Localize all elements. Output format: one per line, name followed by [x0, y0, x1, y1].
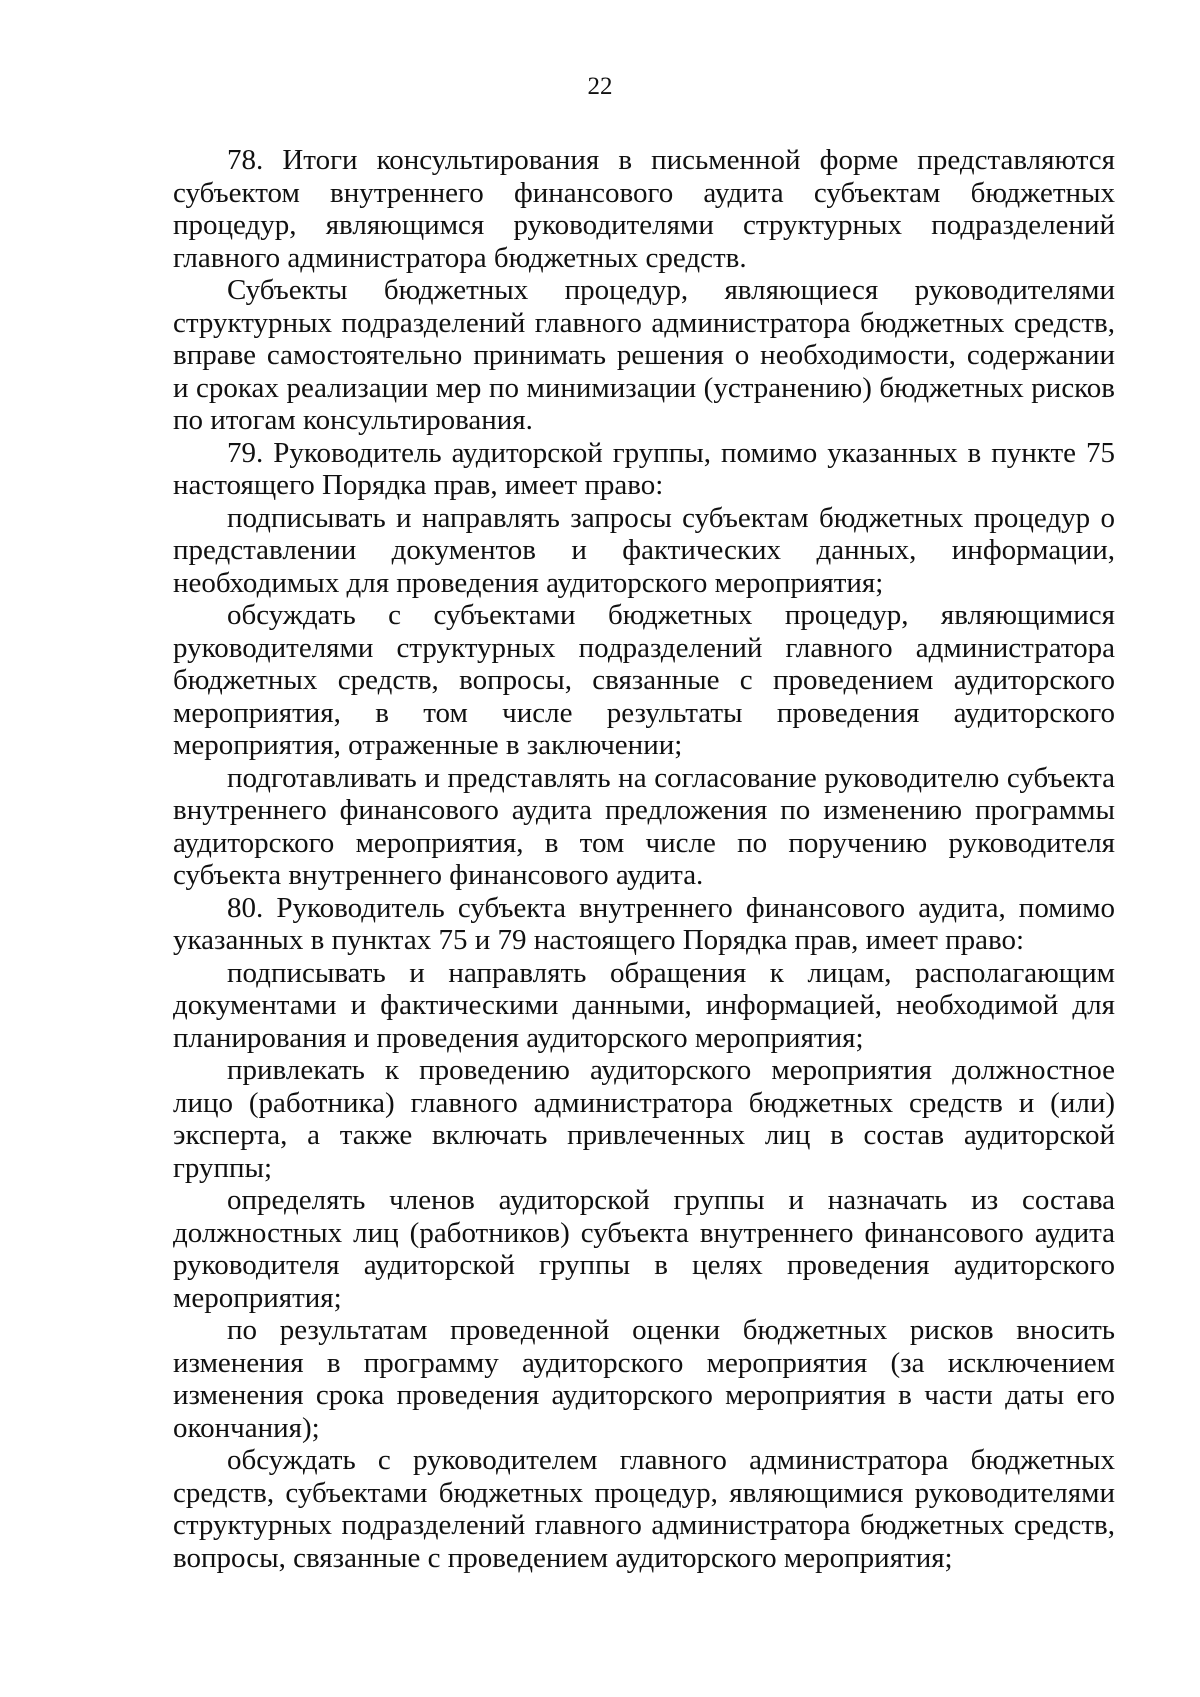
document-body [173, 144, 1115, 1574]
paragraph-79-discuss: обсуждать с субъектами бюджетных процедур, являющимися руководителями структурных подразделений главного администратора бюджетных средств, вопросы, связанные с проведением аудиторского мероприятия, в том числе результаты проведения аудиторского мероприятия, отраженные в заключении; [173, 599, 1115, 761]
paragraph-80-members: определять членов аудиторской группы и назначать из состава должностных лиц (работников) субъекта внутреннего финансового аудита руководителя аудиторской группы в целях проведения аудиторского мероприятия; [173, 1184, 1115, 1314]
page-number: 22 [587, 73, 613, 100]
paragraph-80-involve: привлекать к проведению аудиторского мероприятия должностное лицо (работника) главного администратора бюджетных средств и (или) эксперта, а также включать привлеченных лиц в состав аудиторской группы; [173, 1054, 1115, 1184]
paragraph-80-appeals: подписывать и направлять обращения к лицам, располагающим документами и фактическими данными, информацией, необходимой для планирования и проведения аудиторского мероприятия; [173, 956, 1115, 1054]
paragraph-79-requests: подписывать и направлять запросы субъектам бюджетных процедур о представлении документов и фактических данных, информации, необходимых для проведения аудиторского мероприятия; [173, 501, 1115, 599]
paragraph-80-changes: по результатам проведенной оценки бюджетных рисков вносить изменения в программу аудиторского мероприятия (за исключением изменения срока проведения аудиторского мероприятия в части даты его окончания); [173, 1314, 1115, 1444]
paragraph-78-budget-subjects: Субъекты бюджетных процедур, являющиеся руководителями структурных подразделений главного администратора бюджетных средств, вправе самостоятельно принимать решения о необходимости, содержании и сроках реализации мер по минимизации (устранению) бюджетных рисков по итогам консультирования. [173, 274, 1115, 436]
paragraph-78: 78. Итоги консультирования в письменной форме представляются субъектом внутреннего финансового аудита субъектам бюджетных процедур, являющимся руководителями структурных подразделений главного администратора бюджетных средств. [173, 144, 1115, 274]
paragraph-79: 79. Руководитель аудиторской группы, помимо указанных в пункте 75 настоящего Порядка прав, имеет право: [173, 436, 1115, 501]
paragraph-80-discuss: обсуждать с руководителем главного администратора бюджетных средств, субъектами бюджетных процедур, являющимися руководителями структурных подразделений главного администратора бюджетных средств, вопросы, связанные с проведением аудиторского мероприятия; [173, 1444, 1115, 1574]
paragraph-80: 80. Руководитель субъекта внутреннего финансового аудита, помимо указанных в пунктах 75 и 79 настоящего Порядка прав, имеет право: [173, 891, 1115, 956]
paragraph-79-proposals: подготавливать и представлять на согласование руководителю субъекта внутреннего финансового аудита предложения по изменению программы аудиторского мероприятия, в том числе по поручению руководителя субъекта внутреннего финансового аудита. [173, 761, 1115, 891]
